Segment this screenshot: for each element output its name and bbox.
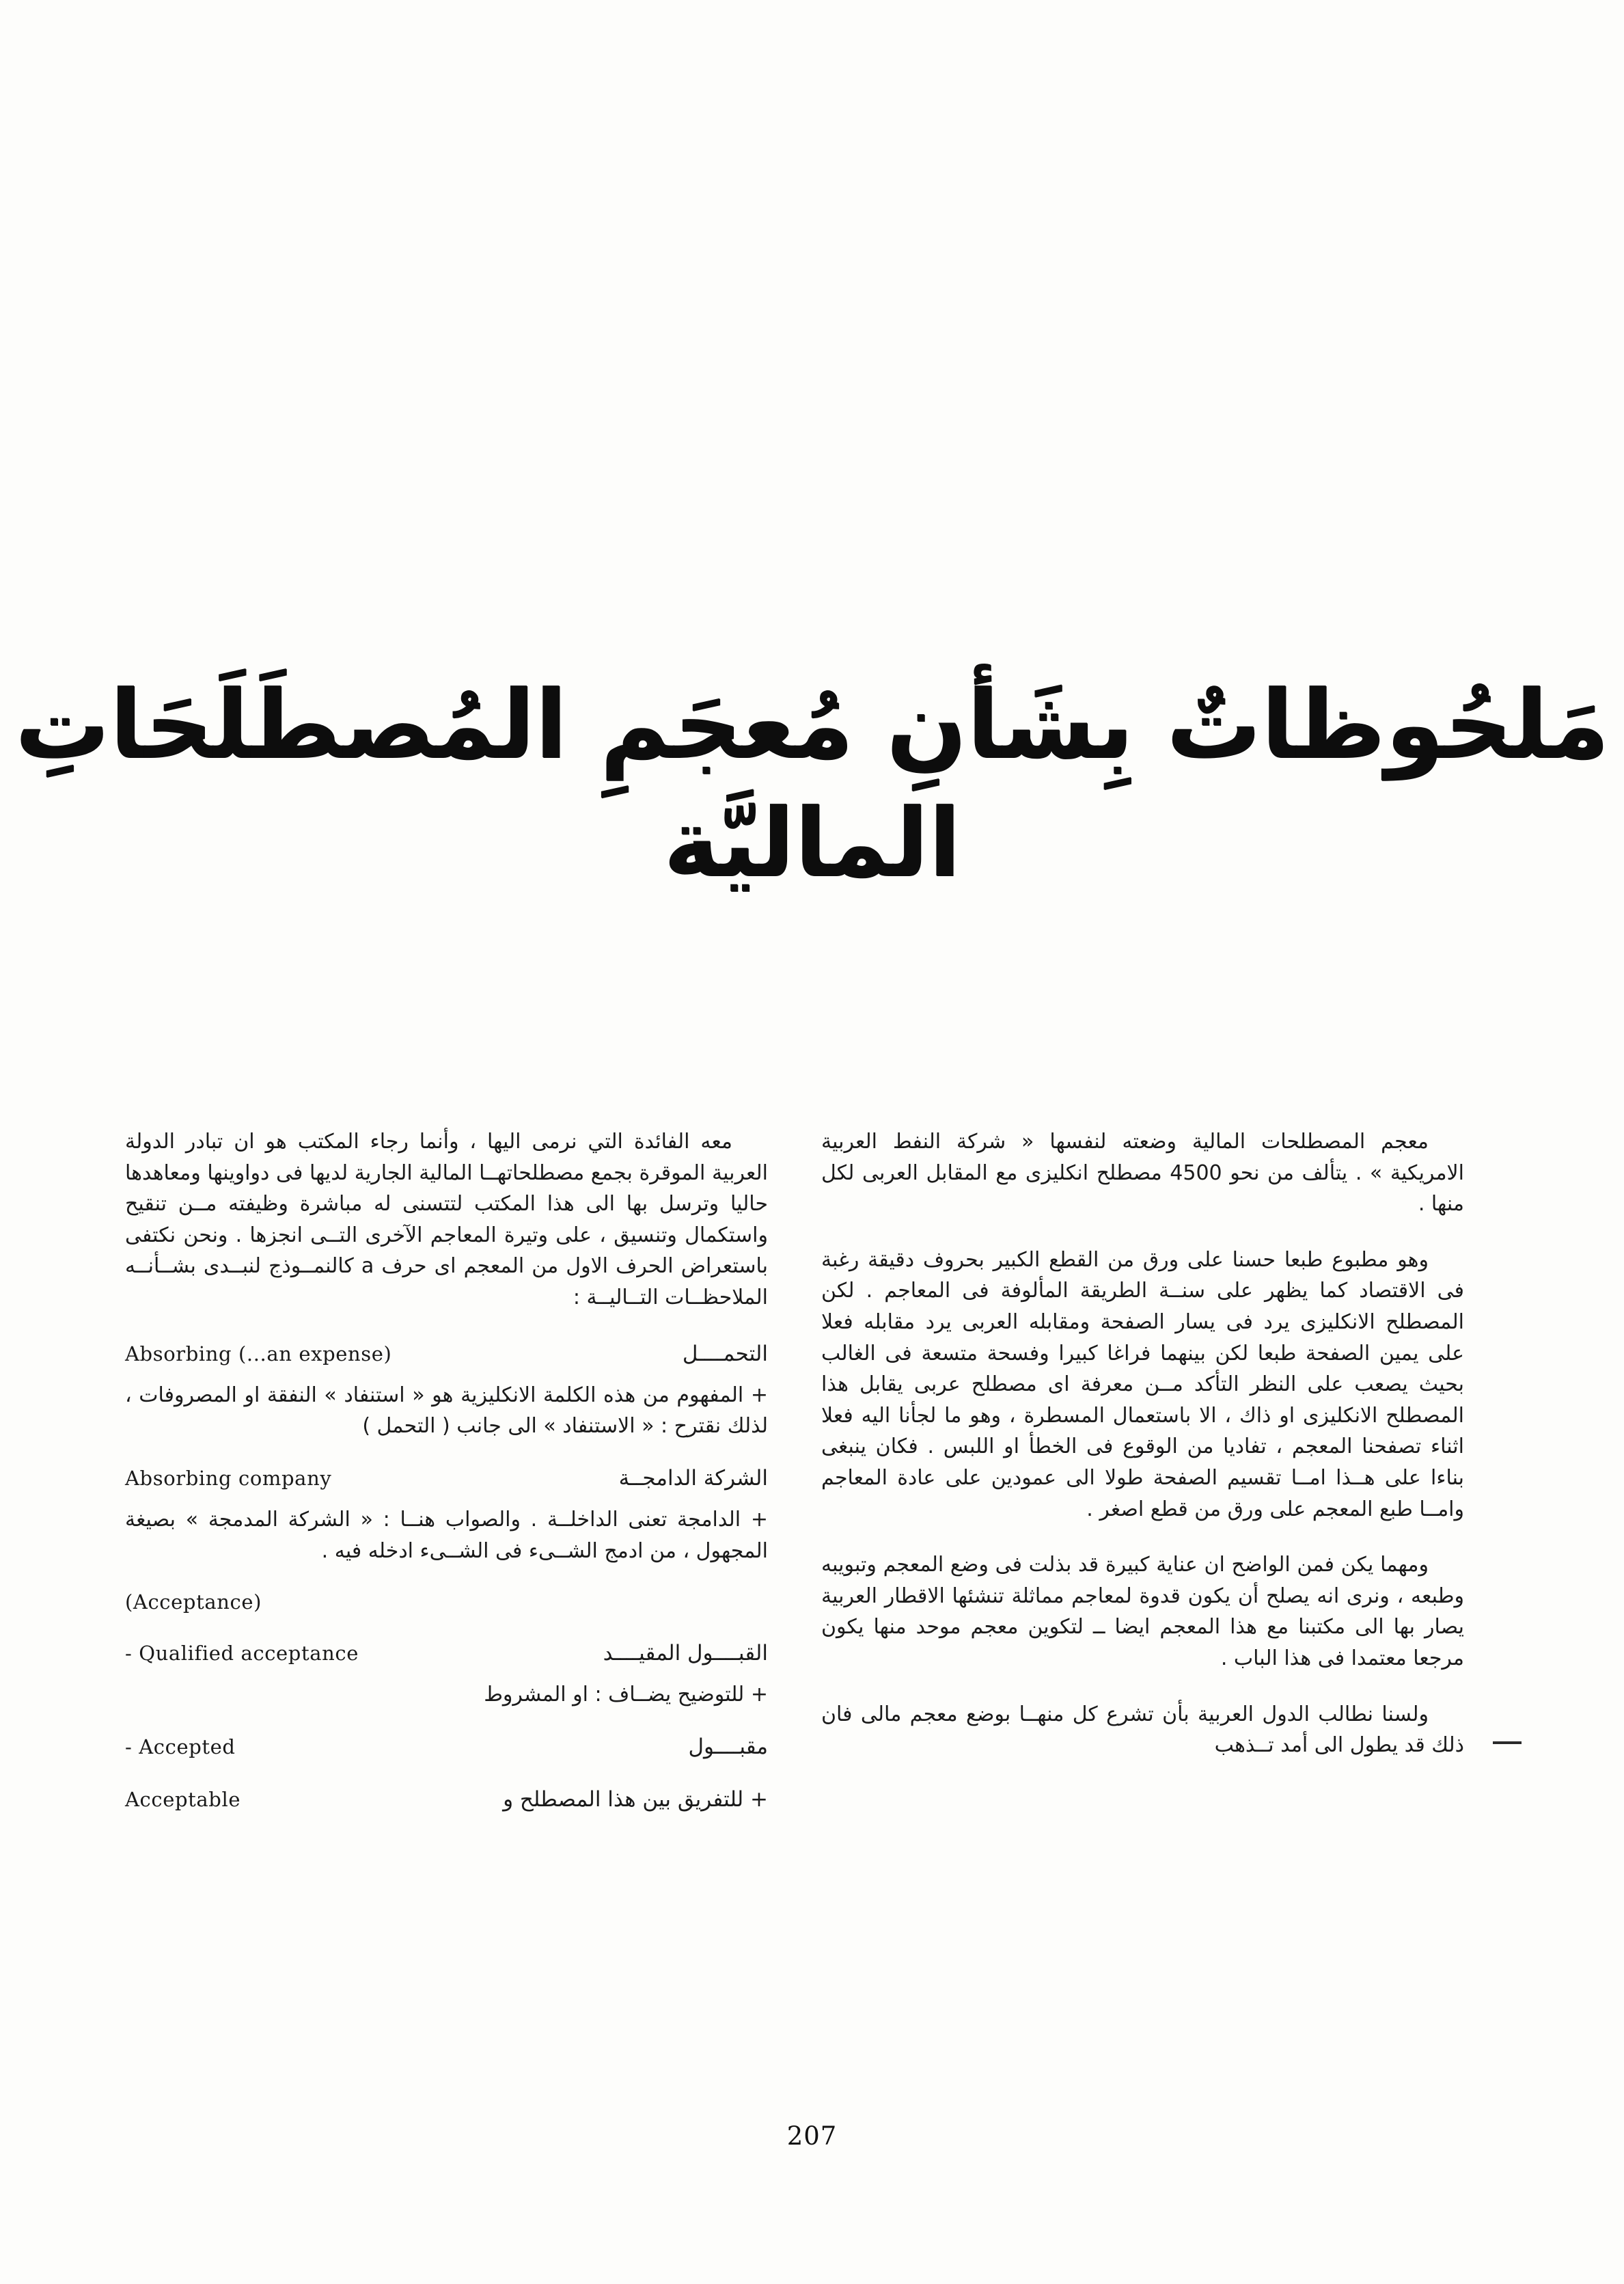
paragraph: وهو مطبوع طبعا حسنا على ورق من القطع الكبير بحروف دقيقة رغبة فى الاقتصاد كما يظهر على سنــة الطريقة المألوفة فى المعاجم . لكن المصطلح الانكليزى يرد فى يسار الصفحة ومقابله العربى يرد مقابله فعلا على يمين الصفحة طبعا لكن بينهما فراغا كبيرا وفسحة متسعة فى الغالب بحيث يصعب على النظر التأكد مــن معرفة اى مصطلح عربى يقابل هذا المصطلح الانكليزى او ذاك ، الا باستعمال المسطرة ، وهو ما لجأنا اليه فعلا اثناء تصفحنا المعجم ، تفاديا من الوقوع فى الخطأ او اللبس . فكان ينبغى بناءا على هــذا امــا تقسيم الصفحة طولا الى عمودين على عادة المعاجم وامــا طبع المعجم على ورق من قطع اصغر . <box>821 1247 1464 1521</box>
paragraph: ولسنا نطالب الدول العربية بأن تشرع كل منهــا بوضع معجم مالى فان ذلك قد يطول الى أمد تــذهب <box>821 1702 1464 1758</box>
entry-note: + الدامجة تعنى الداخلــة . والصواب هنــا : « الشركة المدمجة » بصيغة المجهول ، من ادمج الشــىء فى الشــىء ادخله فيه . <box>125 1507 768 1563</box>
dictionary-entry-row <box>125 1731 768 1763</box>
dictionary-entry-row <box>125 1784 768 1816</box>
intro-paragraph: معه الفائدة التي نرمى اليها ، وأنما رجاء المكتب هو ان تبادر الدولة العربية الموقرة بجمع مصطلحاتهــا المالية الجارية لديها فى دواوينها ومعاهدها حاليا وترسل بها الى هذا المكتب لتتسنى له مباشرة وظيفته مــن تنقيح واستكمال وتنسيق ، على وتيرة المعاجم الآخرى التــى انجزها . ونحن نكتفى باستعراض الحرف الاول من المعجم اى حرف a كالنمــوذج لنبــدى بشــأنــه الملاحظــات التــاليــة : <box>125 1130 768 1309</box>
english-term: Acceptable <box>125 1788 241 1812</box>
entry-note: + للتوضيح يضــاف : او المشروط <box>484 1683 768 1707</box>
english-term: Absorbing company <box>125 1466 332 1490</box>
entry-note: + المفهوم من هذه الكلمة الانكليزية هو « استنفاد » النفقة او المصروفات ، لذلك نقترح : « الاستنفاد » الى جانب ( التحمل ) <box>125 1383 768 1439</box>
margin-dash-mark <box>1493 1741 1522 1744</box>
arabic-term: التحمــــل <box>682 1341 768 1366</box>
english-term: - Qualified acceptance <box>125 1642 359 1666</box>
english-term: - Accepted <box>125 1735 236 1758</box>
dictionary-entry-row <box>125 1637 768 1670</box>
arabic-term: + للتفريق بين هذا المصطلح و <box>503 1787 768 1812</box>
right-column <box>821 1126 1464 1825</box>
english-term: Absorbing (...an expense) <box>125 1342 392 1365</box>
page-title: مَلحُوظاتٌ بِشَأنِ مُعجَمِ المُصطَلَحَاتِ الماليَّة <box>14 670 1610 898</box>
paragraph: معجم المصطلحات المالية وضعته لنفسها « شركة النفط العربية الامريكية » . يتألف من نحو 4500 مصطلح انكليزى مع المقابل العربى لكل منها . <box>821 1130 1464 1216</box>
dictionary-entry-row <box>125 1338 768 1370</box>
arabic-term: مقبــــول <box>688 1734 768 1759</box>
english-term: (Acceptance) <box>125 1590 262 1614</box>
paragraph: ومهما يكن فمن الواضح ان عناية كبيرة قد بذلت فى وضع المعجم وتبويبه وطبعه ، ونرى انه يصلح أن يكون قدوة لمعاجم مماثلة تنشئها الاقطار العربية يصار بها الى مكتبنا مع هذا المعجم ايضا ــ لتكوين معجم موحد منها يكون مرجعا معتمدا فى هذا الباب . <box>821 1553 1464 1670</box>
dictionary-entry-row <box>125 1463 768 1495</box>
dictionary-entry-row <box>125 1587 768 1617</box>
left-column <box>125 1126 768 1825</box>
page-number: 207 <box>786 2121 838 2151</box>
two-column-body <box>125 1126 1464 1825</box>
arabic-term: الشركة الدامجــة <box>618 1465 768 1491</box>
arabic-term: القبــــول المقيــــد <box>603 1641 768 1666</box>
